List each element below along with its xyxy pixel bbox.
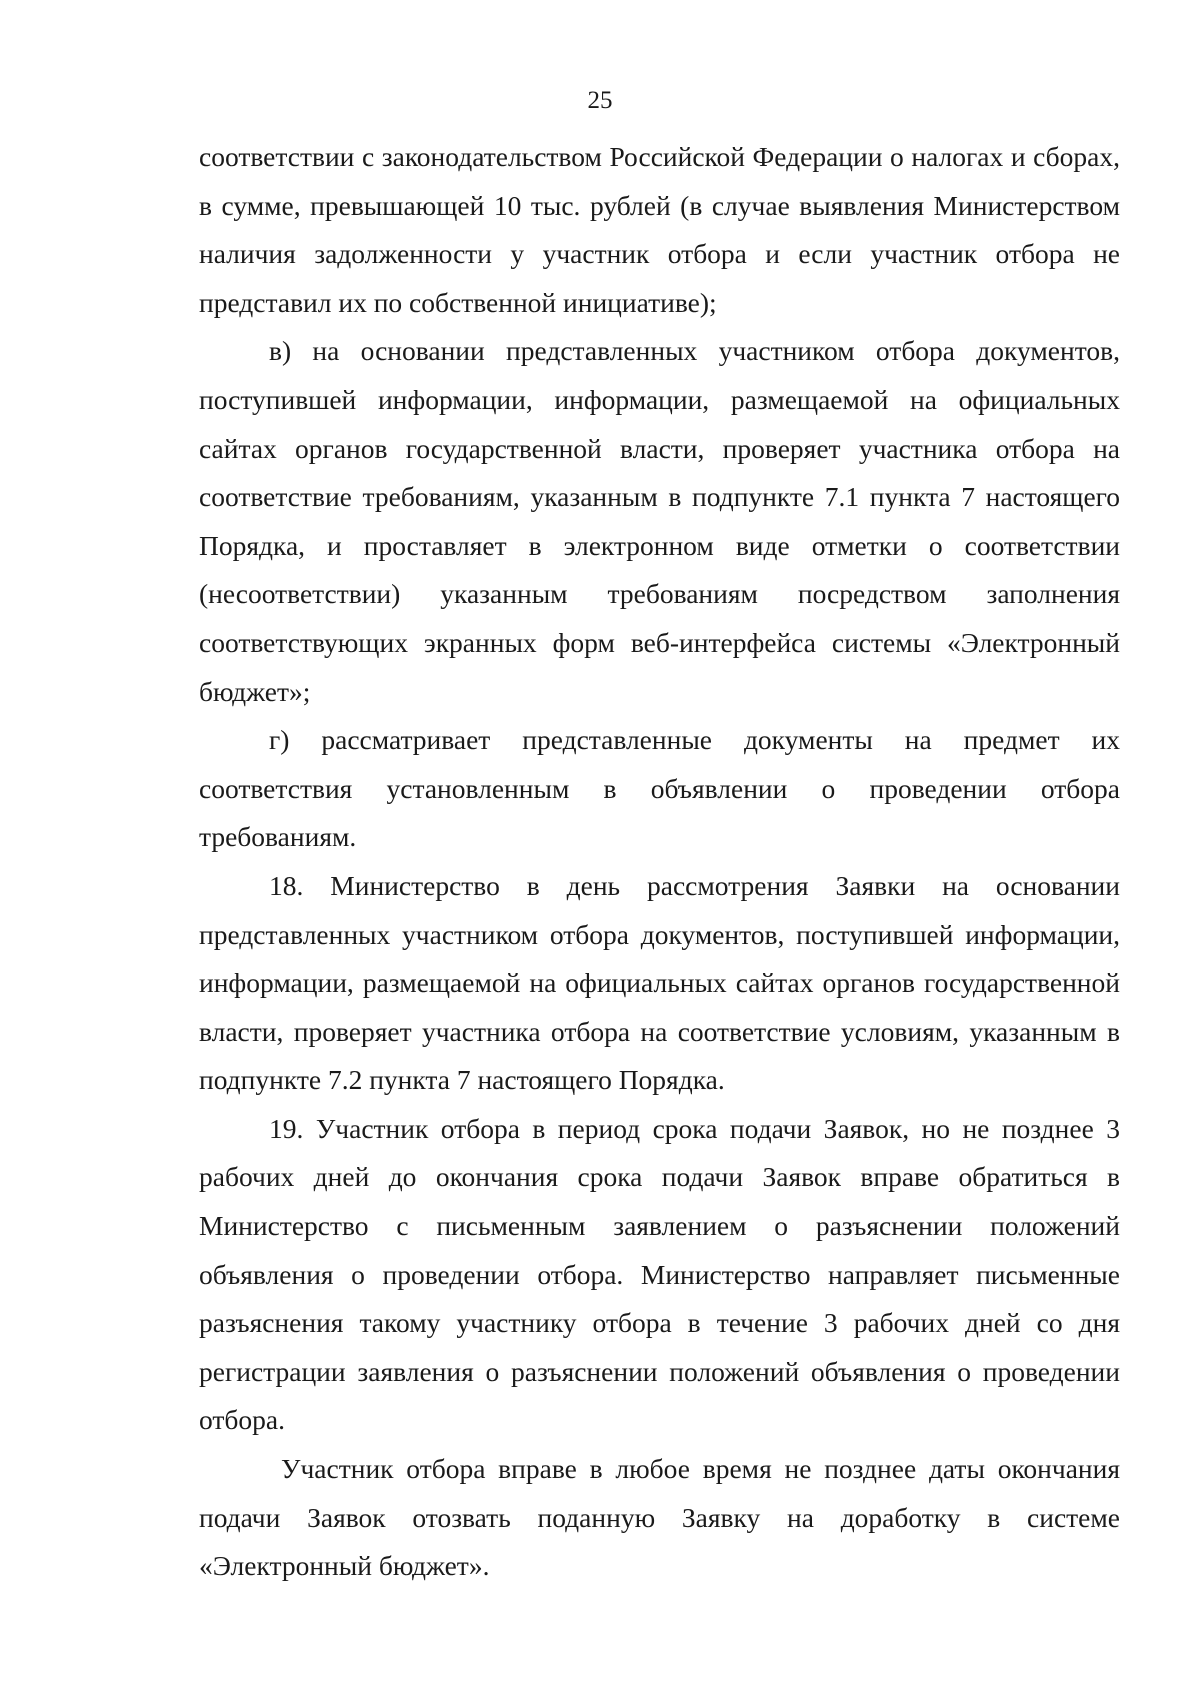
page-number: 25: [587, 87, 613, 114]
document-body: [199, 133, 1120, 1591]
paragraph-withdrawal: Участник отбора вправе в любое время не позднее даты окончания подачи Заявок отозвать поданную Заявку на доработку в системе «Электронный бюджет».: [199, 1453, 1120, 1582]
paragraph-continuation: соответствии с законодательством Российской Федерации о налогах и сборах, в сумме, превышающей 10 тыс. рублей (в случае выявления Министерством наличия задолженности у участник отбора и если участник отбора не представил их по собственной инициативе);: [199, 141, 1120, 318]
paragraph-item-g: г) рассматривает представленные документы на предмет их соответствия установленным в объявлении о проведении отбора требованиям.: [199, 724, 1120, 853]
paragraph-item-v: в) на основании представленных участником отбора документов, поступившей информации, информации, размещаемой на официальных сайтах органов государственной власти, проверяет участника отбора на соответствие требованиям, указанным в подпункте 7.1 пункта 7 настоящего Порядка, и проставляет в электронном виде отметки о соответствии (несоответствии) указанным требованиям посредством заполнения соответствующих экранных форм веб-интерфейса системы «Электронный бюджет»;: [199, 335, 1120, 707]
paragraph-clause-19: 19. Участник отбора в период срока подачи Заявок, но не позднее 3 рабочих дней до окончания срока подачи Заявок вправе обратиться в Министерство с письменным заявлением о разъяснении положений объявления о проведении отбора. Министерство направляет письменные разъяснения такому участнику отбора в течение 3 рабочих дней со дня регистрации заявления о разъяснении положений объявления о проведении отбора.: [199, 1112, 1120, 1436]
paragraph-clause-18: 18. Министерство в день рассмотрения Заявки на основании представленных участником отбора документов, поступившей информации, информации, размещаемой на официальных сайтах органов государственной власти, проверяет участника отбора на соответствие условиям, указанным в подпункте 7.2 пункта 7 настоящего Порядка.: [199, 869, 1120, 1096]
